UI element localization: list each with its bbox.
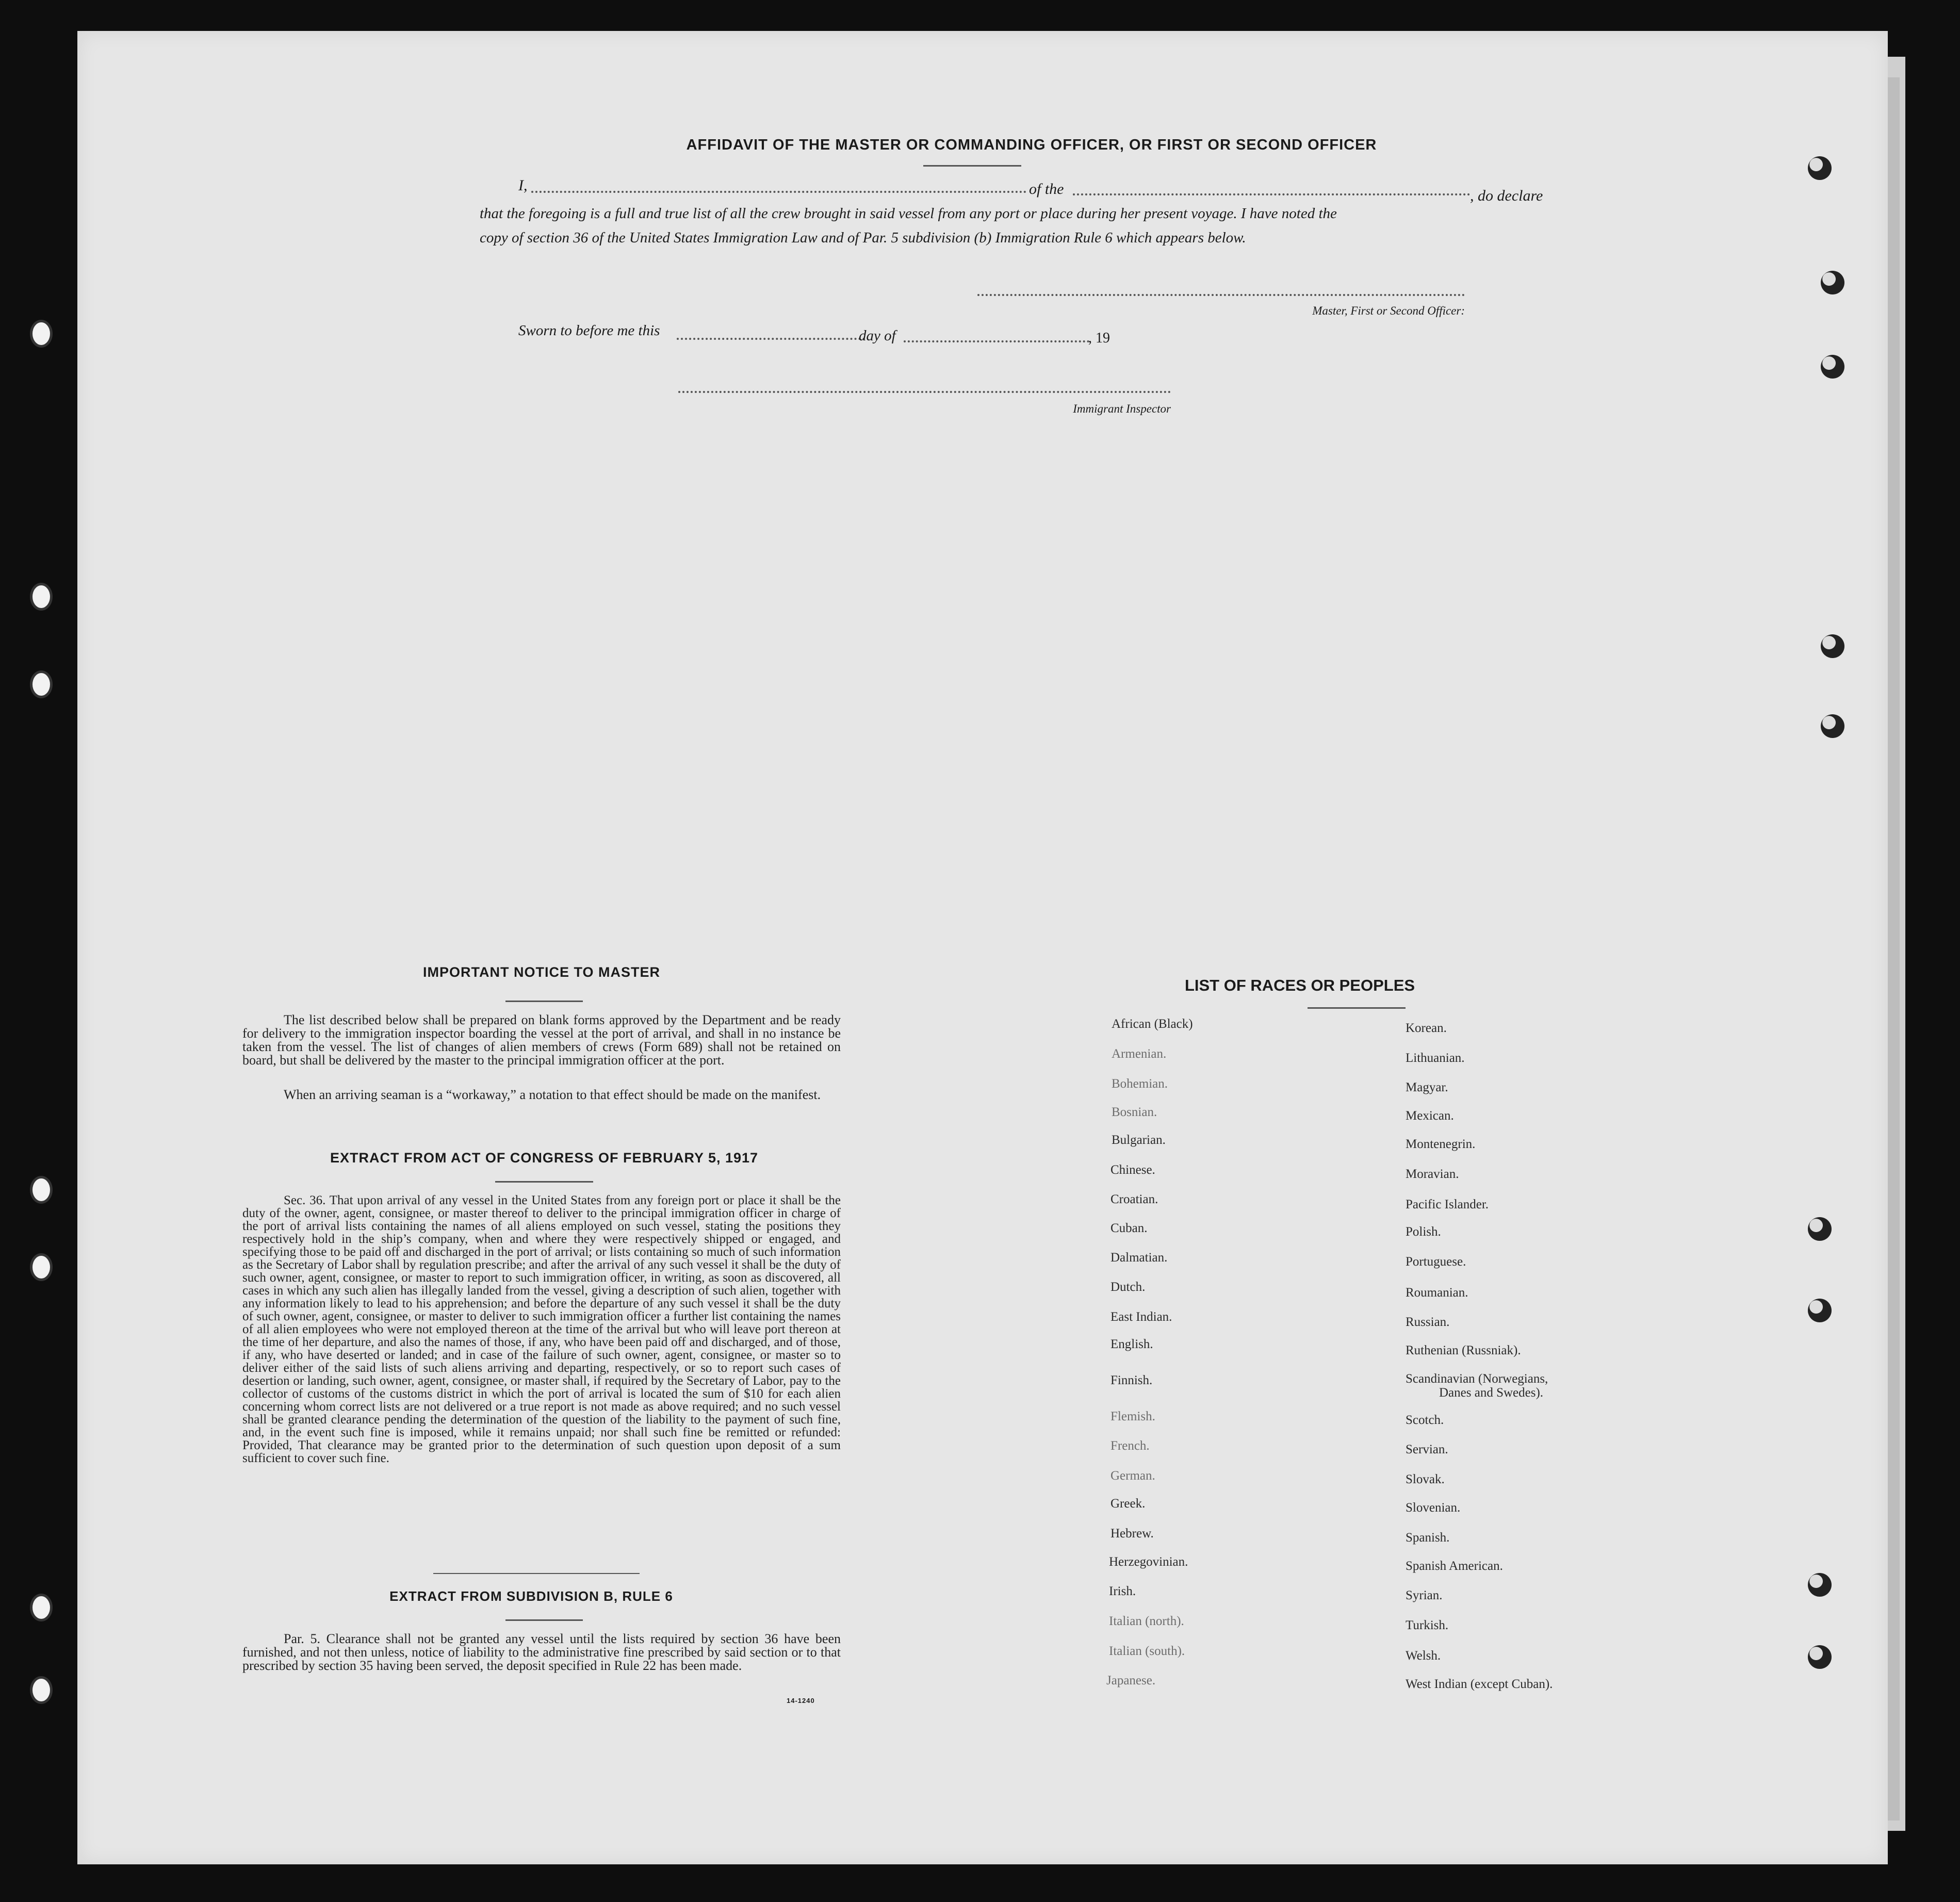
punch-hole: [1808, 1573, 1832, 1597]
race-item: Montenegrin.: [1406, 1137, 1476, 1151]
race-item: Cuban.: [1110, 1221, 1148, 1235]
sworn-month-field[interactable]: [904, 330, 1089, 342]
act-extract-body: Sec. 36. That upon arrival of any vessel in the United States from any foreign port or place it shall be the duty of the owner, agent, consignee, or master thereof to deliver to the principal immigration officer in charge of the port of arrival lists containing the names of all aliens employed on such vessel, stating the positions they respectively hold in the ship’s company, when and where they were respectively shipped or engaged, and specifying those to be paid off and discharged in the port of arrival; or lists containing so much of such information as the Secretary of Labor shall by regulation prescribe; and after the arrival of any such vessel it shall be the duty of such owner, agent, consignee, or master to report to such immigration officer, in writing, as soon as discovered, all cases in which any such alien has illegally landed from the vessel, giving a description of such alien, together with any information likely to lead to his apprehension; and before the departure of any such vessel it shall be the duty of such owner, agent, consignee, or master to deliver to such immigration officer a further list containing the names of all alien employees who were not employed thereon at the time of the arrival but who will leave port thereon at the time of her departure, and also the names of those, if any, who have been paid off and discharged, and of those, if any, who have deserted or landed; and in case of the failure of such owner, agent, consignee, or master so to deliver either of the said lists of such aliens arriving and departing, respectively, or so to report such cases of desertion or landing, such owner, agent, consignee, or master shall, if required by the Secretary of Labor, pay to the collector of customs of the customs district in which the port of arrival is located the sum of $10 for each alien concerning whom correct lists are not delivered or a true report is not made as above required; and no such vessel shall be granted clearance pending the determination of the question of the liability to the payment of such fine, and, in the event such fine is imposed, while it remains unpaid; nor shall such fine be remitted or refunded: Provided, That clearance may be granted prior to the determination of such question upon deposit of a sum sufficient to cover such fine.: [242, 1193, 841, 1465]
affidavit-line1-end: , do declare: [1470, 187, 1543, 204]
race-item: East Indian.: [1110, 1310, 1172, 1324]
punch-hole: [1821, 634, 1844, 658]
races-title: LIST OF RACES OR PEOPLES: [1184, 976, 1415, 994]
affidavit-line1-start: I,: [518, 177, 528, 194]
affidavit-line3: copy of section 36 of the United States Immigration Law and of Par. 5 subdivision (b) Immigration Rule 6 which appears below.: [480, 229, 1246, 246]
form-page: [77, 31, 1888, 1864]
race-item: Danes and Swedes).: [1439, 1386, 1544, 1400]
binder-ring: [30, 1594, 53, 1621]
punch-hole: [1821, 271, 1844, 294]
rule-extract-body: Par. 5. Clearance shall not be granted any vessel until the lists required by section 36 have been furnished, and not then unless, notice of liability to the administrative fine prescribed by said section or to that prescribed by section 35 having been served, the deposit specified in Rule 22 has been made.: [242, 1631, 841, 1673]
race-item: Magyar.: [1406, 1080, 1448, 1094]
race-item: Korean.: [1406, 1021, 1447, 1035]
sworn-mid: day of: [859, 327, 896, 344]
race-item: Dutch.: [1110, 1280, 1146, 1294]
race-item: English.: [1110, 1337, 1153, 1351]
race-item: Russian.: [1406, 1315, 1450, 1329]
notice-body-2: When an arriving seaman is a “workaway,” a notation to that effect should be made on the manifest.: [284, 1087, 821, 1102]
race-item: Slovenian.: [1406, 1501, 1461, 1515]
binder-ring: [30, 1176, 53, 1204]
rule-top-divider: [433, 1573, 640, 1574]
race-item: Japanese.: [1106, 1674, 1156, 1687]
race-item: Italian (north).: [1109, 1614, 1184, 1628]
race-item: Bohemian.: [1112, 1077, 1168, 1091]
race-item: Bulgarian.: [1112, 1133, 1166, 1147]
races-divider: [1308, 1007, 1406, 1009]
race-item: Finnish.: [1110, 1373, 1153, 1387]
vessel-field[interactable]: [1073, 183, 1470, 195]
notice-title: IMPORTANT NOTICE TO MASTER: [423, 964, 660, 980]
race-item: Flemish.: [1110, 1409, 1155, 1423]
punch-hole: [1821, 355, 1844, 379]
race-item: Turkish.: [1406, 1618, 1449, 1632]
race-item: Pacific Islander.: [1406, 1198, 1489, 1211]
master-signature-caption: Master, First or Second Officer:: [1312, 304, 1465, 317]
race-item: Armenian.: [1112, 1047, 1167, 1061]
race-item: Bosnian.: [1112, 1105, 1157, 1119]
race-item: Syrian.: [1406, 1588, 1443, 1602]
binder-ring: [30, 320, 53, 348]
race-item: Lithuanian.: [1406, 1051, 1465, 1065]
act-extract-title: EXTRACT FROM ACT OF CONGRESS OF FEBRUARY 5, 1917: [330, 1150, 759, 1166]
punch-hole: [1808, 156, 1832, 180]
race-item: Irish.: [1109, 1584, 1136, 1598]
master-signature-field[interactable]: [977, 284, 1465, 296]
race-item: West Indian (except Cuban).: [1406, 1677, 1553, 1691]
punch-hole: [1808, 1645, 1832, 1669]
race-item: Slovak.: [1406, 1472, 1445, 1486]
race-item: German.: [1110, 1469, 1155, 1483]
race-item: Portuguese.: [1406, 1255, 1466, 1269]
race-item: Ruthenian (Russniak).: [1406, 1343, 1521, 1357]
form-number: 14-1240: [787, 1697, 815, 1704]
binder-ring: [30, 1676, 53, 1704]
race-item: Scandinavian (Norwegians,: [1406, 1372, 1548, 1386]
race-item: French.: [1110, 1439, 1150, 1453]
title-divider: [923, 165, 1021, 167]
punch-hole: [1808, 1217, 1832, 1241]
race-item: Polish.: [1406, 1225, 1441, 1239]
affidavit-line1-mid: of the: [1029, 181, 1064, 198]
inspector-caption: Immigrant Inspector: [1073, 402, 1171, 415]
race-item: Spanish.: [1406, 1531, 1450, 1545]
binder-ring: [30, 670, 53, 698]
sworn-start: Sworn to before me this: [518, 322, 660, 339]
race-item: Croatian.: [1110, 1192, 1158, 1206]
race-item: Mexican.: [1406, 1109, 1454, 1123]
binder-ring: [30, 1253, 53, 1281]
race-item: Italian (south).: [1109, 1644, 1185, 1658]
notice-body: The list described below shall be prepared on blank forms approved by the Department and be ready for delivery to the immigration inspector boarding the vessel at the port of arrival, and shall in no instance be taken from the vessel. The list of changes of alien members of crews (Form 689) shall not be retained on board, but shall be delivered by the master to the principal immigration officer at the port.: [242, 1012, 841, 1068]
race-item: Herzegovinian.: [1109, 1555, 1188, 1569]
race-item: Scotch.: [1406, 1413, 1444, 1427]
binder-ring: [30, 583, 53, 611]
race-item: African (Black): [1112, 1017, 1193, 1031]
rule-divider: [505, 1619, 583, 1621]
punch-hole: [1821, 714, 1844, 738]
race-item: Roumanian.: [1406, 1286, 1468, 1300]
inspector-signature-field[interactable]: [678, 381, 1171, 393]
race-item: Dalmatian.: [1110, 1251, 1168, 1265]
rule-extract-title: EXTRACT FROM SUBDIVISION B, RULE 6: [389, 1588, 673, 1604]
name-field[interactable]: [531, 181, 1026, 193]
punch-hole: [1808, 1299, 1832, 1322]
race-item: Welsh.: [1406, 1649, 1441, 1663]
race-item: Servian.: [1406, 1442, 1448, 1456]
sworn-day-field[interactable]: [677, 327, 865, 340]
affidavit-title: AFFIDAVIT OF THE MASTER OR COMMANDING OFFICER, OR FIRST OR SECOND OFFICER: [686, 137, 1377, 153]
race-item: Greek.: [1110, 1497, 1146, 1511]
sworn-end: , 19: [1088, 330, 1110, 346]
race-item: Moravian.: [1406, 1167, 1459, 1181]
notice-divider: [505, 1001, 583, 1002]
race-item: Spanish American.: [1406, 1559, 1503, 1573]
race-item: Hebrew.: [1110, 1527, 1154, 1540]
race-item: Chinese.: [1110, 1163, 1155, 1177]
affidavit-line2: that the foregoing is a full and true list of all the crew brought in said vessel from any port or place during her present voyage. I have noted the: [480, 205, 1337, 222]
act-divider: [495, 1181, 593, 1183]
